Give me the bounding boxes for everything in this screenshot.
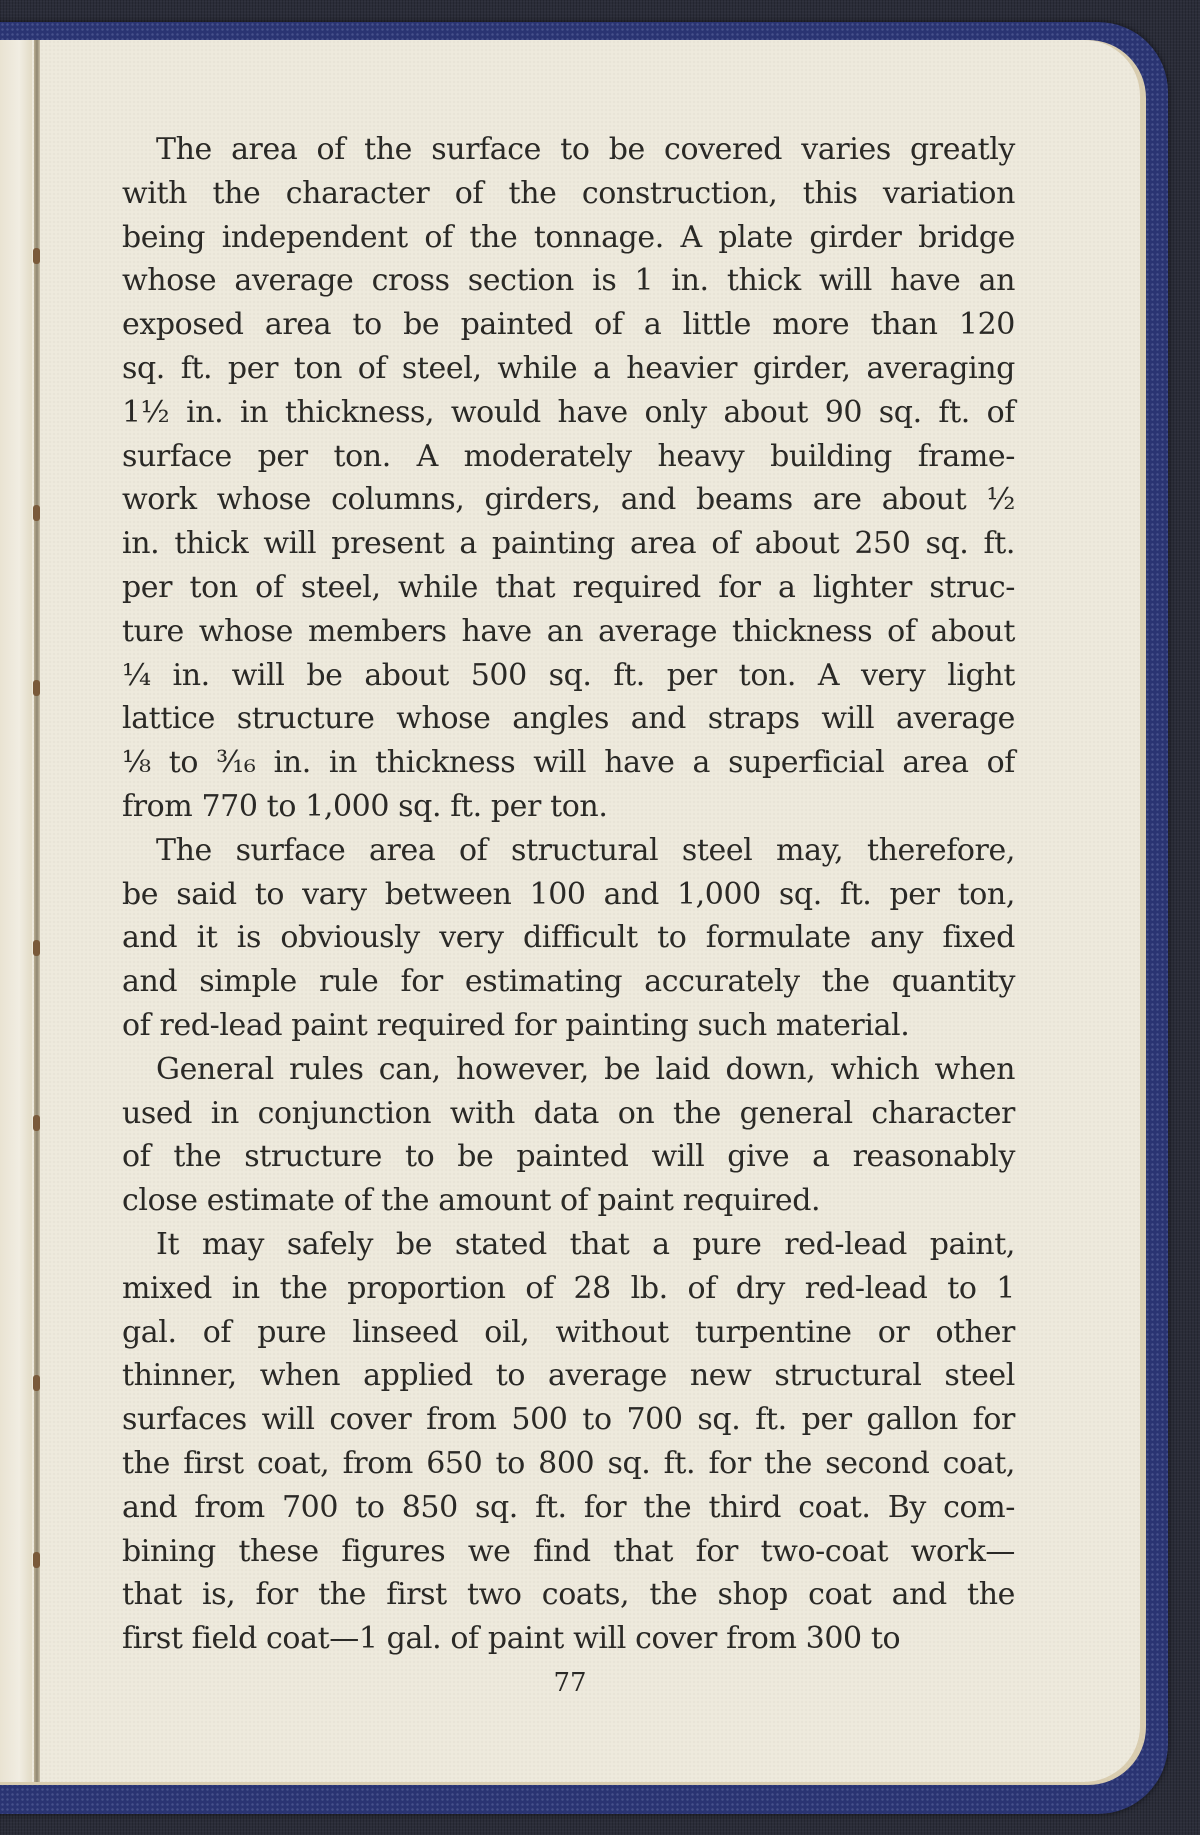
- text-line: of the structure to be painted will give a reasonably: [122, 1139, 1015, 1175]
- book-gutter: [34, 40, 40, 1782]
- text-line: per ton of steel, while that required for a lighter struc-: [122, 569, 1015, 605]
- text-line: and it is obviously very difficult to formulate any fixed: [122, 920, 1015, 956]
- binding-stitch: [33, 1552, 40, 1568]
- text-line: being independent of the tonnage. A plate girder bridge: [122, 219, 1015, 255]
- text-line: first field coat—1 gal. of paint will cover from 300 to: [122, 1621, 901, 1657]
- text-line: The surface area of structural steel may, therefore,: [156, 832, 1015, 868]
- body-text: [122, 128, 1015, 1661]
- text-line: close estimate of the amount of paint required.: [122, 1183, 821, 1219]
- paragraph: [122, 1223, 1015, 1661]
- text-line: exposed area to be painted of a little more than 120: [122, 307, 1015, 343]
- text-line: that is, for the first two coats, the shop coat and the: [122, 1577, 1015, 1613]
- text-line: and from 700 to 850 sq. ft. for the third coat. By com-: [122, 1489, 1015, 1525]
- text-line: gal. of pure linseed oil, without turpentine or other: [122, 1314, 1015, 1350]
- paragraph: [122, 829, 1015, 1048]
- text-line: ture whose members have an average thickness of about: [122, 613, 1015, 649]
- paragraph: [122, 1048, 1015, 1223]
- binding-stitch: [33, 680, 40, 696]
- text-line: whose average cross section is 1 in. thick will have an: [122, 263, 1015, 299]
- binding-stitch: [33, 1115, 40, 1131]
- text-line: from 770 to 1,000 sq. ft. per ton.: [122, 788, 608, 824]
- text-line: General rules can, however, be laid down, which when: [156, 1051, 1015, 1087]
- text-line: ¼ in. will be about 500 sq. ft. per ton. A very light: [122, 657, 1015, 693]
- text-line: be said to vary between 100 and 1,000 sq. ft. per ton,: [122, 876, 1015, 912]
- text-line: It may safely be stated that a pure red-lead paint,: [156, 1226, 1015, 1262]
- text-line: surfaces will cover from 500 to 700 sq. ft. per gallon for: [122, 1402, 1015, 1438]
- text-line: surface per ton. A moderately heavy building frame-: [122, 438, 1015, 474]
- text-line: lattice structure whose angles and straps will average: [122, 701, 1015, 737]
- paragraph: [122, 128, 1015, 829]
- text-line: with the character of the construction, this variation: [122, 175, 1015, 211]
- text-line: in. thick will present a painting area of about 250 sq. ft.: [122, 526, 1015, 562]
- text-line: the first coat, from 650 to 800 sq. ft. for the second coat,: [122, 1445, 1015, 1481]
- binding-stitch: [33, 1375, 40, 1391]
- binding-stitch: [33, 505, 40, 521]
- text-line: work whose columns, girders, and beams are about ½: [122, 482, 1015, 518]
- text-line: of red-lead paint required for painting such material.: [122, 1007, 910, 1043]
- text-line: ⅛ to ³⁄₁₆ in. in thickness will have a superficial area of: [122, 745, 1015, 781]
- text-line: thinner, when applied to average new structural steel: [122, 1358, 1015, 1394]
- page-number: 77: [553, 1668, 587, 1698]
- text-line: mixed in the proportion of 28 lb. of dry red-lead to 1: [122, 1270, 1015, 1306]
- text-line: used in conjunction with data on the general character: [122, 1095, 1015, 1131]
- text-line: bining these figures we find that for two-coat work—: [122, 1533, 1015, 1569]
- binding-stitch: [33, 248, 40, 264]
- text-line: sq. ft. per ton of steel, while a heavier girder, averaging: [122, 350, 1015, 386]
- left-page-edge: [0, 40, 32, 1782]
- binding-stitch: [33, 940, 40, 956]
- text-line: The area of the surface to be covered varies greatly: [156, 132, 1015, 167]
- text-line: and simple rule for estimating accurately the quantity: [122, 964, 1015, 1000]
- text-line: 1½ in. in thickness, would have only about 90 sq. ft. of: [122, 394, 1015, 430]
